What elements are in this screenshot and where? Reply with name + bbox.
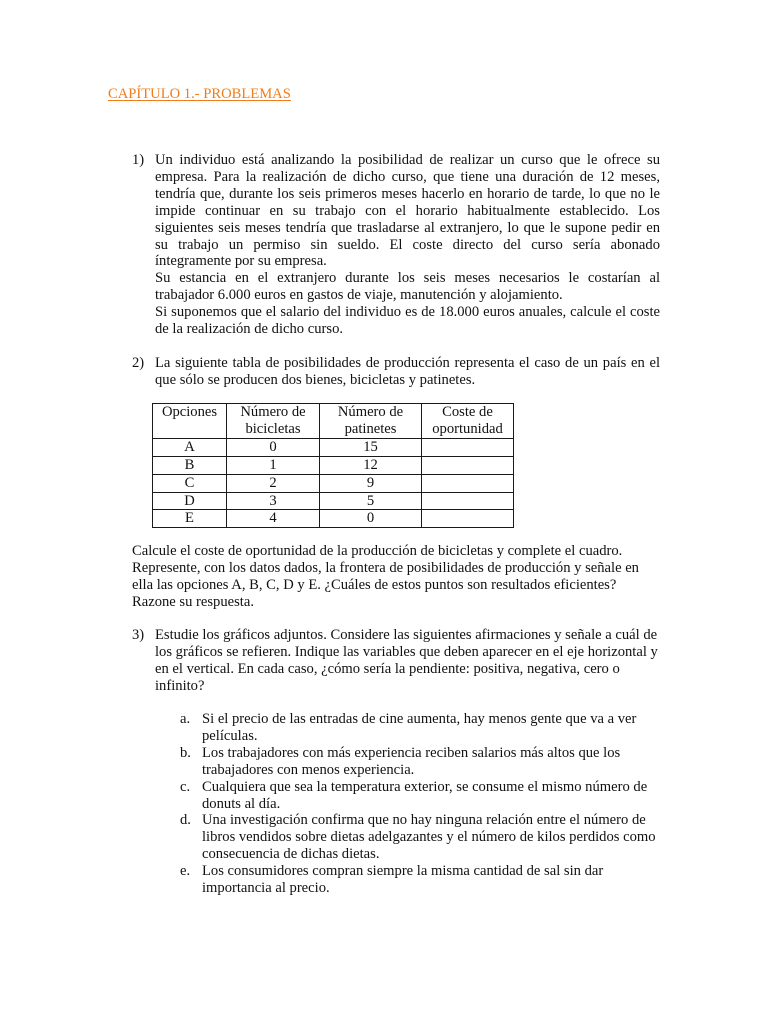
table-cell-scooters: 0 [320,510,422,528]
table-row [153,438,514,456]
table-row [153,510,514,528]
problem-3 [132,627,660,695]
table-cell-option: A [153,438,227,456]
table-cell-option: B [153,456,227,474]
table-row [153,492,514,510]
table-cell-option: E [153,510,227,528]
problem-3-intro: Estudie los gráficos adjuntos. Considere las siguientes afirmaciones y señale a cuál de los gráficos se refieren. Indique las variables que deben aparecer en el eje horizontal y en el vertical. En cada caso, ¿cómo sería la pendiente: positiva, negativa, cero o infinito? [155,627,658,694]
list-item-text: Los trabajadores con más experiencia reciben salarios más altos que los trabajadores con menos experiencia. [202,744,621,778]
problem-1 [132,152,660,338]
table-cell-scooters: 9 [320,474,422,492]
table-cell-scooters: 15 [320,438,422,456]
list-item [180,812,660,863]
table-cell-scooters: 5 [320,492,422,510]
production-possibilities-table [152,403,514,528]
list-item-letter: b. [180,744,191,761]
table-cell-bicycles: 2 [227,474,320,492]
table-cell-cost [422,474,514,492]
table-cell-cost [422,456,514,474]
table-cell-cost [422,492,514,510]
list-item-letter: a. [180,711,191,727]
problem-2 [132,355,660,389]
table-cell-cost [422,438,514,456]
problem-2-intro: La siguiente tabla de posibilidades de producción representa el caso de un país en el que sólo se producen dos bienes, bicicletas y patinetes. [155,355,660,388]
problem-3-body [155,627,660,695]
table-header-cell: Número de patinetes [320,404,422,439]
table-cell-bicycles: 1 [227,456,320,474]
problem-2-body [155,355,660,389]
list-item-letter: c. [180,778,191,795]
chapter-title: CAPÍTULO 1.- PROBLEMAS [108,86,291,102]
table-cell-bicycles: 0 [227,438,320,456]
problem-1-paragraph-1: Un individuo está analizando la posibilidad de realizar un curso que le ofrece su empresa. Para la realización de dicho curso, que tiene una duración de 12 meses, tendría que, durante los seis primeros meses hacerlo en horario de tarde, lo que no le impide continuar en su trabajo con el horario habitualmente establecido. Los siguientes seis meses tendría que trasladarse al extranjero, lo que le supone pedir en su trabajo un permiso sin sueldo. El coste directo del curso sería abonado íntegramente por su empresa. [155,152,660,270]
table-header-cell: Opciones [153,404,227,439]
problem-1-paragraph-2: Su estancia en el extranjero durante los seis meses necesarios le costarían al trabajador 6.000 euros en gastos de viaje, manutención y alojamiento. [155,270,660,304]
problem-3-statements-list [180,711,660,897]
table-cell-option: C [153,474,227,492]
list-item-text: Si el precio de las entradas de cine aumenta, hay menos gente que va a ver películas. [202,711,637,744]
list-item-text: Cualquiera que sea la temperatura exterior, se consume el mismo número de donuts al día. [202,778,648,812]
list-item [180,863,660,897]
table-header-row [153,404,514,439]
list-item [180,745,660,779]
problem-1-body [155,152,660,338]
list-item-letter: d. [180,812,191,829]
list-item [180,711,660,745]
table-cell-scooters: 12 [320,456,422,474]
table-row [153,474,514,492]
table-row [153,456,514,474]
table-cell-cost [422,510,514,528]
list-item-text: Una investigación confirma que no hay ninguna relación entre el número de libros vendidos sobre dietas adelgazantes y el número de kilos perdidos como consecuencia de dichas dietas. [202,812,656,863]
list-item [180,779,660,813]
table-header-cell: Coste de oportunidad [422,404,514,439]
table-cell-bicycles: 4 [227,510,320,528]
list-item-letter: e. [180,863,191,880]
problem-2-followup-text: Calcule el coste de oportunidad de la producción de bicicletas y complete el cuadro. Represente, con los datos dados, la frontera de posibilidades de producción y señale en ella las opciones A, B, C, D y E. ¿Cuáles de estos puntos son resultados eficientes? Razone su respuesta. [132,543,639,610]
problem-1-number: 1) [132,152,145,168]
list-item-text: Los consumidores compran siempre la misma cantidad de sal sin dar importancia al precio. [202,863,604,897]
table-header-cell: Número de bicicletas [227,404,320,439]
problem-1-paragraph-3: Si suponemos que el salario del individuo es de 18.000 euros anuales, calcule el coste de la realización de dicho curso. [155,304,660,338]
problem-3-number: 3) [132,627,145,643]
problem-2-number: 2) [132,355,145,371]
table-cell-option: D [153,492,227,510]
problem-2-followup [132,543,662,611]
table-cell-bicycles: 3 [227,492,320,510]
